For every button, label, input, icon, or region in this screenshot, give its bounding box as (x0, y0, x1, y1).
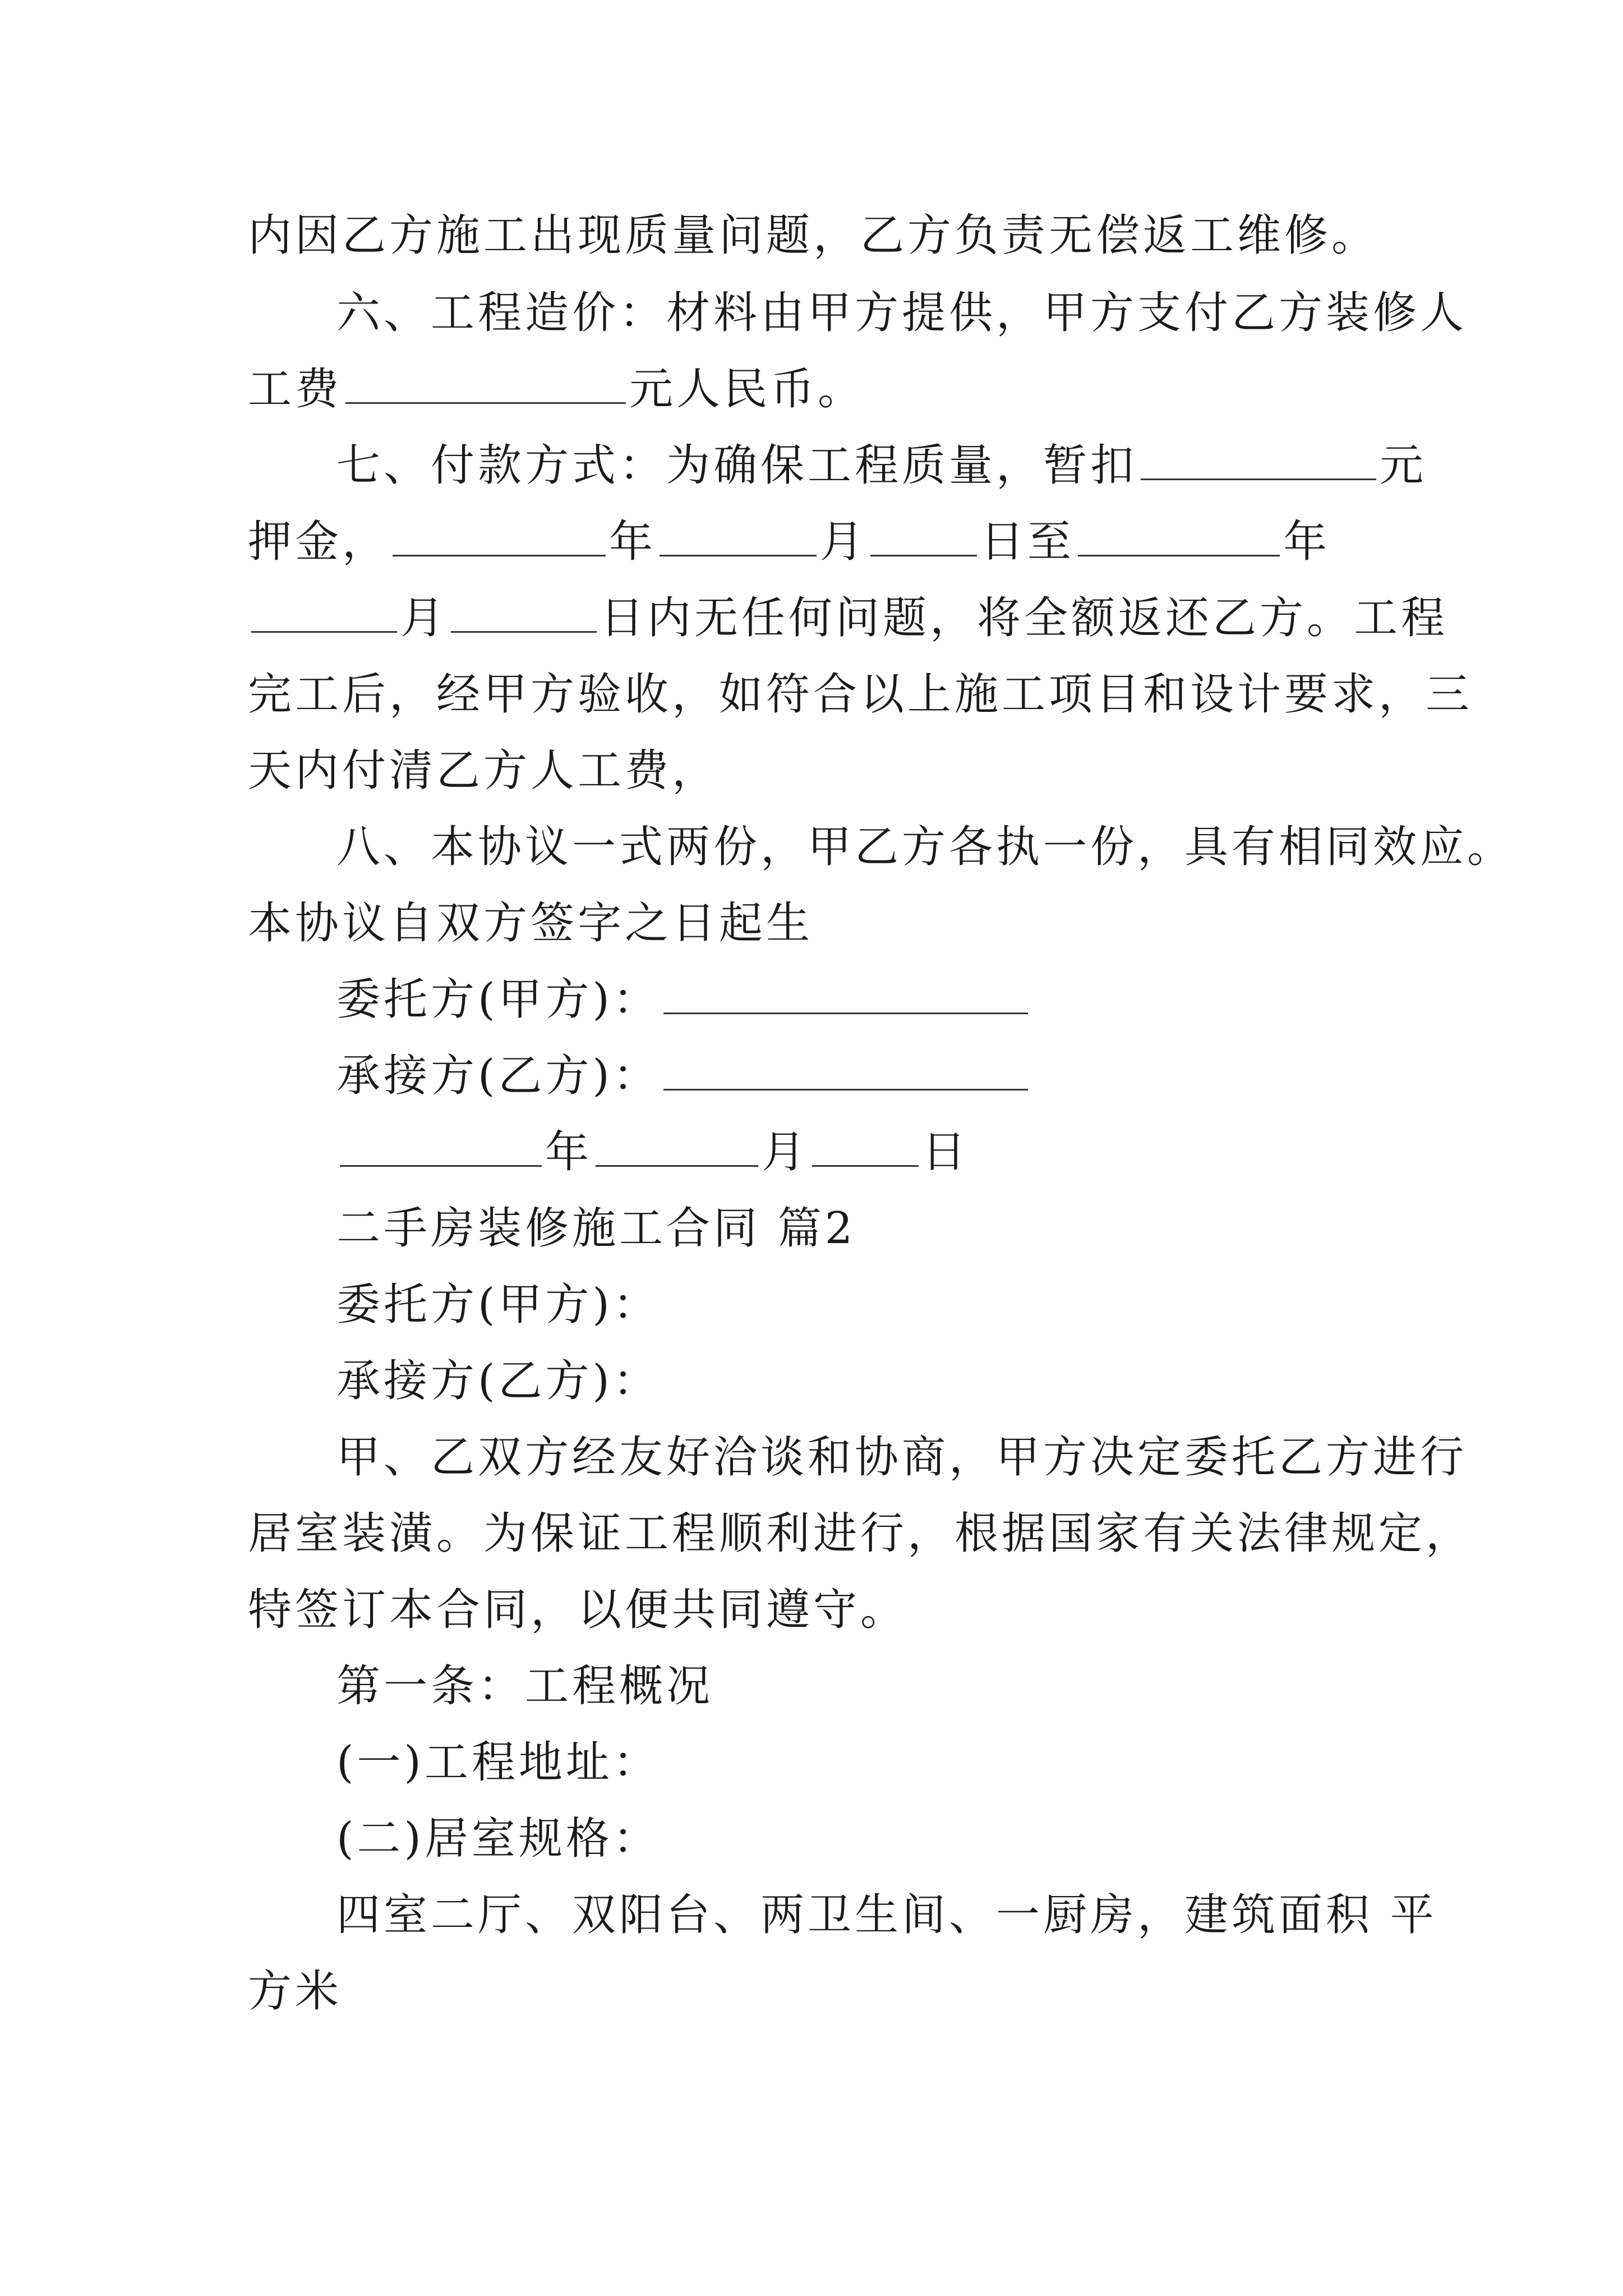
paragraph-line (336, 819, 1514, 875)
signature-blank[interactable] (663, 1054, 1028, 1091)
text: 七、付款方式：为确保工程质量，暂扣 (336, 440, 1138, 491)
paragraph-line (248, 1582, 907, 1638)
text: 月 (820, 517, 868, 567)
paragraph-line (248, 590, 1448, 646)
fill-in-blank[interactable] (340, 1130, 542, 1167)
paragraph-line (248, 514, 1330, 570)
text: 元 (1380, 440, 1427, 491)
paragraph-line (336, 1353, 660, 1409)
text: 日至 (980, 517, 1075, 567)
fill-in-blank[interactable] (451, 596, 597, 633)
fill-in-blank[interactable] (251, 596, 397, 633)
fill-in-blank[interactable] (660, 520, 817, 556)
paragraph-line (248, 666, 1473, 723)
text: 年 (1283, 517, 1331, 567)
text: (一)工程地址： (336, 1737, 660, 1788)
text: 押金， (248, 517, 390, 567)
paragraph-line (336, 1887, 1437, 1943)
text: 特签订本合同，以便共同遵守。 (248, 1585, 908, 1635)
text: 六、工程造价：材料由甲方提供，甲方支付乙方装修人 (336, 288, 1468, 338)
paragraph-line (336, 1429, 1467, 1485)
paragraph-line (248, 208, 1378, 264)
text: 工费 (248, 364, 343, 415)
paragraph-line (336, 1658, 713, 1714)
text: 甲、乙双方经友好洽谈和协商，甲方决定委托乙方进行 (336, 1432, 1468, 1483)
signature-line (336, 972, 1031, 1028)
fill-in-blank[interactable] (1141, 444, 1376, 480)
fill-in-blank[interactable] (1078, 520, 1280, 556)
text: 四室二厅、双阳台、两卫生间、一厨房，建筑面积 平 (336, 1890, 1437, 1940)
text: (二)居室规格： (336, 1814, 660, 1864)
text: 委托方(甲方)： (336, 974, 660, 1025)
text: 月 (400, 593, 448, 643)
text: 天内付清乙方人工费， (248, 746, 720, 796)
paragraph-line (336, 285, 1467, 341)
signature-blank[interactable] (663, 978, 1028, 1014)
text: 委托方(甲方)： (336, 1280, 660, 1330)
text: 承接方(乙方)： (336, 1356, 660, 1406)
text: 日 (922, 1127, 970, 1177)
fill-in-blank[interactable] (393, 520, 606, 556)
text: 承接方(乙方)： (336, 1051, 660, 1101)
text: 八、本协议一式两份，甲乙方各执一份，具有相同效应。 (336, 822, 1515, 872)
paragraph-line (248, 1506, 1473, 1562)
paragraph-line (336, 1811, 660, 1867)
section-heading (336, 1200, 856, 1257)
text: 完工后，经甲方验收，如符合以上施工项目和设计要求，三 (248, 669, 1473, 720)
paragraph-line (248, 743, 719, 799)
paragraph-line (336, 1734, 660, 1791)
paragraph-line (336, 438, 1427, 494)
text: 居室装潢。为保证工程顺利进行，根据国家有关法律规定， (248, 1508, 1473, 1559)
paragraph-line (248, 361, 865, 417)
text: 第一条：工程概况 (336, 1661, 714, 1711)
fill-in-blank[interactable] (812, 1130, 919, 1167)
text: 方米 (248, 1966, 343, 2017)
text: 元人民币。 (629, 364, 865, 415)
paragraph-line (248, 895, 813, 951)
text: 日内无任何问题，将全额返还乙方。工程 (600, 593, 1449, 643)
text: 月 (762, 1127, 809, 1177)
date-line (336, 1124, 969, 1180)
signature-line (336, 1048, 1031, 1104)
paragraph-line (336, 1277, 660, 1333)
text: 本协议自双方签字之日起生 (248, 898, 814, 949)
text: 年 (609, 517, 657, 567)
fill-in-blank[interactable] (870, 520, 977, 556)
text: 二手房装修施工合同 篇2 (336, 1203, 856, 1254)
text: 年 (545, 1127, 593, 1177)
fill-in-blank[interactable] (345, 367, 626, 404)
text: 内因乙方施工出现质量问题，乙方负责无偿返工维修。 (248, 210, 1379, 261)
paragraph-line (248, 1963, 342, 2019)
fill-in-blank[interactable] (596, 1130, 758, 1167)
